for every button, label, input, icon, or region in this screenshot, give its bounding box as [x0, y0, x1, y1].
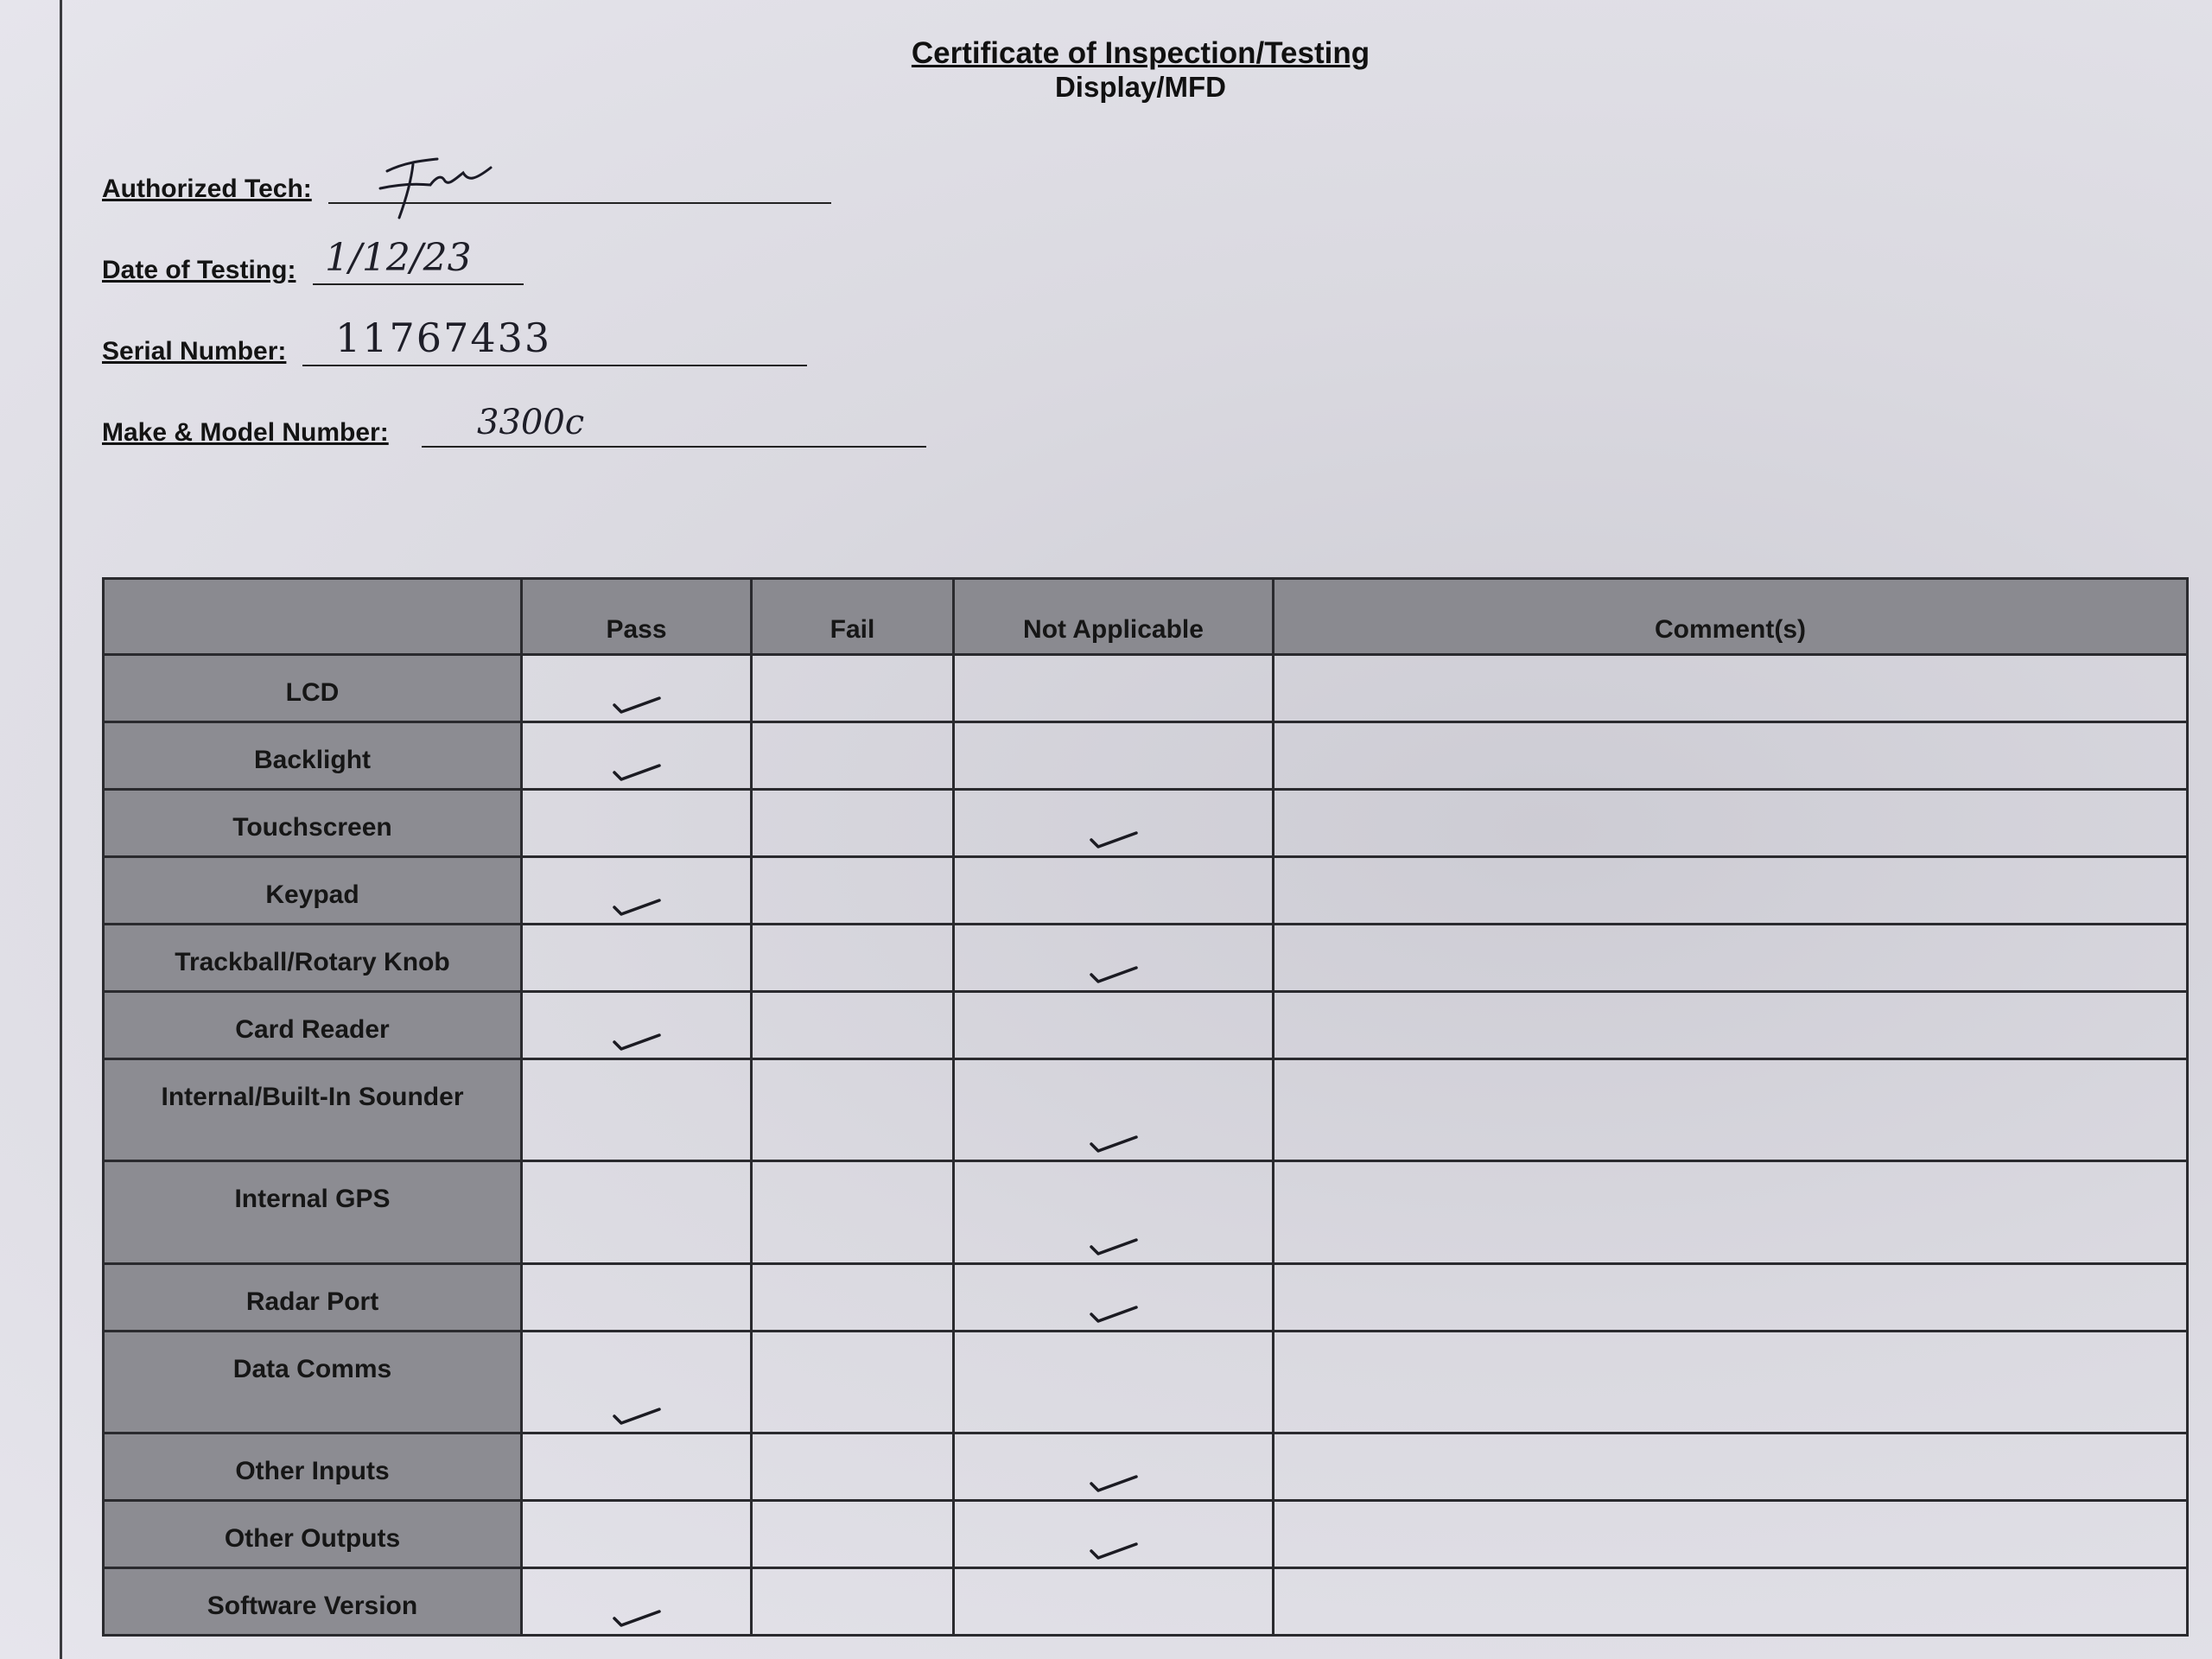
- date-of-testing-field: [102, 233, 551, 285]
- table-row: [104, 722, 2188, 790]
- table-row: [104, 1567, 2188, 1635]
- comments-cell: [1274, 1161, 2188, 1263]
- pass-cell: [522, 992, 752, 1059]
- fail-cell: [752, 1331, 954, 1433]
- table-row: [104, 857, 2188, 925]
- comments-cell: [1274, 1567, 2188, 1635]
- not-applicable-cell: [954, 1263, 1274, 1331]
- comments-cell: [1274, 1433, 2188, 1500]
- comments-cell: [1274, 655, 2188, 722]
- row-label: Backlight: [104, 722, 522, 790]
- comments-cell: [1274, 1059, 2188, 1161]
- document-title: Certificate of Inspection/Testing: [911, 36, 1370, 70]
- table-header-row: [104, 579, 2188, 655]
- checkmark-icon: [611, 1404, 663, 1427]
- pass-cell: [522, 1331, 752, 1433]
- checkmark-icon: [1088, 1132, 1140, 1154]
- fail-cell: [752, 925, 954, 992]
- header-pass: Pass: [522, 579, 752, 655]
- header-comments: Comment(s): [1274, 579, 2188, 655]
- pass-cell: [522, 857, 752, 925]
- row-label: Touchscreen: [104, 790, 522, 857]
- not-applicable-cell: [954, 992, 1274, 1059]
- pass-cell: [522, 925, 752, 992]
- fail-cell: [752, 1161, 954, 1263]
- row-label: LCD: [104, 655, 522, 722]
- header-fail: Fail: [752, 579, 954, 655]
- table-row: [104, 1263, 2188, 1331]
- checkmark-icon: [1088, 963, 1140, 985]
- not-applicable-cell: [954, 925, 1274, 992]
- checkmark-icon: [1088, 1471, 1140, 1494]
- pass-cell: [522, 655, 752, 722]
- table-row: [104, 1161, 2188, 1263]
- comments-cell: [1274, 790, 2188, 857]
- fail-cell: [752, 1263, 954, 1331]
- not-applicable-cell: [954, 1567, 1274, 1635]
- fail-cell: [752, 1433, 954, 1500]
- comments-cell: [1274, 992, 2188, 1059]
- fail-cell: [752, 1059, 954, 1161]
- row-label: Card Reader: [104, 992, 522, 1059]
- inspection-table: [102, 577, 2189, 1637]
- pass-cell: [522, 790, 752, 857]
- authorized-tech-field: [102, 152, 845, 204]
- pass-cell: [522, 1161, 752, 1263]
- make-model-field: [102, 396, 931, 448]
- pass-cell: [522, 1500, 752, 1567]
- comments-cell: [1274, 925, 2188, 992]
- left-margin-line: [60, 0, 62, 1659]
- make-model-label: Make & Model Number:: [102, 418, 389, 447]
- table-row: [104, 1500, 2188, 1567]
- checkmark-icon: [611, 693, 663, 715]
- header-item: [104, 579, 522, 655]
- table-row: [104, 655, 2188, 722]
- row-label: Keypad: [104, 857, 522, 925]
- row-label: Other Inputs: [104, 1433, 522, 1500]
- make-model-line: [422, 446, 926, 448]
- not-applicable-cell: [954, 1433, 1274, 1500]
- comments-cell: [1274, 1331, 2188, 1433]
- fail-cell: [752, 1567, 954, 1635]
- row-label: Data Comms: [104, 1331, 522, 1433]
- date-of-testing-value: 1/12/23: [325, 236, 472, 280]
- fail-cell: [752, 790, 954, 857]
- table-row: [104, 1433, 2188, 1500]
- not-applicable-cell: [954, 790, 1274, 857]
- signature-icon: [361, 145, 508, 223]
- authorized-tech-label: Authorized Tech:: [102, 175, 312, 203]
- checkmark-icon: [1088, 828, 1140, 850]
- row-label: Internal/Built-In Sounder: [104, 1059, 522, 1161]
- serial-number-label: Serial Number:: [102, 337, 287, 365]
- not-applicable-cell: [954, 1161, 1274, 1263]
- pass-cell: [522, 1059, 752, 1161]
- row-label: Radar Port: [104, 1263, 522, 1331]
- checkmark-icon: [1088, 1539, 1140, 1561]
- checkmark-icon: [611, 895, 663, 918]
- checkmark-icon: [611, 760, 663, 783]
- not-applicable-cell: [954, 1059, 1274, 1161]
- serial-number-value: 11767433: [335, 315, 552, 361]
- date-of-testing-line: [313, 283, 524, 285]
- pass-cell: [522, 1263, 752, 1331]
- header-not-applicable: Not Applicable: [954, 579, 1274, 655]
- row-label: Other Outputs: [104, 1500, 522, 1567]
- not-applicable-cell: [954, 722, 1274, 790]
- comments-cell: [1274, 857, 2188, 925]
- comments-cell: [1274, 1263, 2188, 1331]
- pass-cell: [522, 1433, 752, 1500]
- not-applicable-cell: [954, 1500, 1274, 1567]
- table-row: [104, 992, 2188, 1059]
- checkmark-icon: [611, 1606, 663, 1629]
- serial-number-line: [302, 365, 807, 366]
- pass-cell: [522, 722, 752, 790]
- table-row: [104, 790, 2188, 857]
- table-row: [104, 925, 2188, 992]
- fail-cell: [752, 992, 954, 1059]
- make-model-value: 3300c: [477, 403, 585, 442]
- row-label: Trackball/Rotary Knob: [104, 925, 522, 992]
- table-row: [104, 1059, 2188, 1161]
- checkmark-icon: [1088, 1235, 1140, 1257]
- pass-cell: [522, 1567, 752, 1635]
- fail-cell: [752, 1500, 954, 1567]
- not-applicable-cell: [954, 655, 1274, 722]
- not-applicable-cell: [954, 1331, 1274, 1433]
- fail-cell: [752, 655, 954, 722]
- date-of-testing-label: Date of Testing:: [102, 256, 296, 284]
- checkmark-icon: [1088, 1302, 1140, 1325]
- serial-number-field: [102, 315, 819, 366]
- not-applicable-cell: [954, 857, 1274, 925]
- table-row: [104, 1331, 2188, 1433]
- comments-cell: [1274, 1500, 2188, 1567]
- row-label: Internal GPS: [104, 1161, 522, 1263]
- fail-cell: [752, 722, 954, 790]
- fail-cell: [752, 857, 954, 925]
- row-label: Software Version: [104, 1567, 522, 1635]
- document-subtitle: Display/MFD: [1054, 71, 1227, 103]
- comments-cell: [1274, 722, 2188, 790]
- checkmark-icon: [611, 1030, 663, 1052]
